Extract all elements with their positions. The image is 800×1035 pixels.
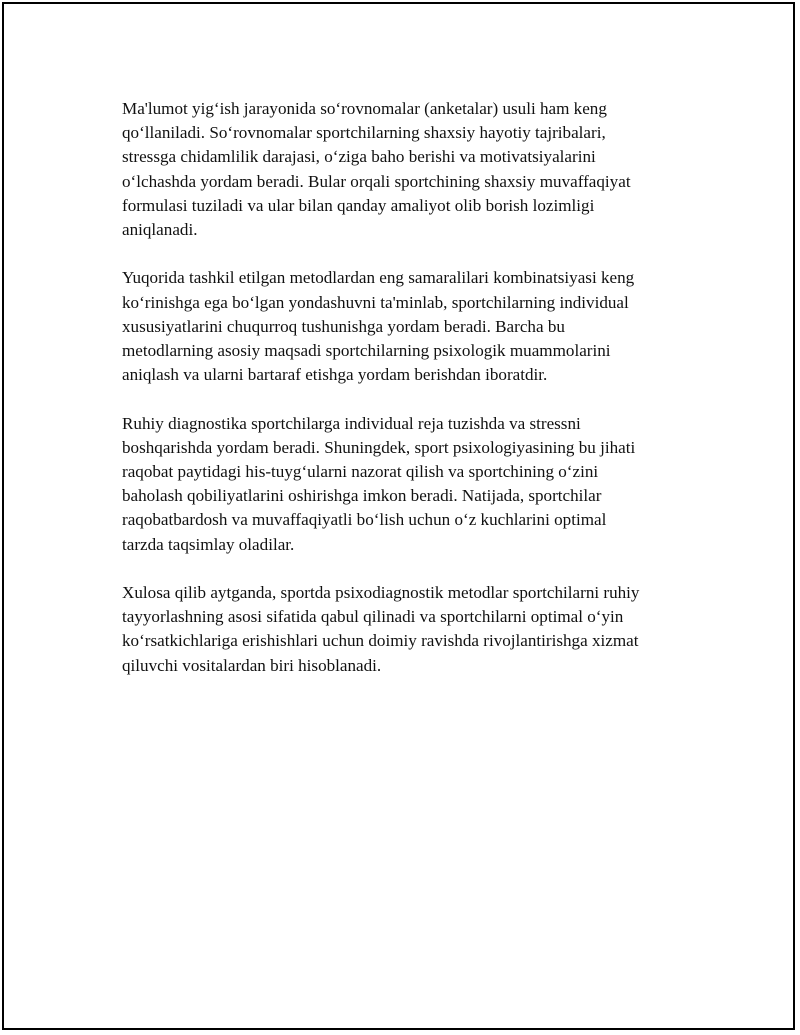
- text-line: qo‘llaniladi. So‘rovnomalar sportchilarning shaxsiy hayotiy tajribalari,: [122, 123, 606, 143]
- text-line: tarzda taqsimlay oladilar.: [122, 534, 295, 554]
- text-line: stressga chidamlilik darajasi, o‘ziga baho berishi va motivatsiyalarini: [122, 147, 596, 167]
- text-line: qiluvchi vositalardan biri hisoblanadi.: [122, 655, 382, 675]
- text-line: raqobat paytidagi his-tuyg‘ularni nazorat qilish va sportchining o‘zini: [122, 462, 599, 482]
- text-line: Ma'lumot yig‘ish jarayonida so‘rovnomalar (anketalar) usuli ham keng: [122, 99, 607, 118]
- text-line: boshqarishda yordam beradi. Shuningdek, sport psixologiyasining bu jihati: [122, 437, 636, 457]
- text-line: Yuqorida tashkil etilgan metodlardan eng samaralilari kombinatsiyasi keng: [122, 268, 635, 288]
- text-line: aniqlash va ularni bartaraf etishga yordam berishdan iboratdir.: [122, 365, 548, 385]
- text-line: raqobatbardosh va muvaffaqiyatli bo‘lish uchun o‘z kuchlarini optimal: [122, 510, 607, 530]
- text-line: baholash qobiliyatlarini oshirishga imkon beradi. Natijada, sportchilar: [122, 486, 602, 506]
- text-line: o‘lchashda yordam beradi. Bular orqali sportchining shaxsiy muvaffaqiyat: [122, 171, 631, 191]
- text-line: Xulosa qilib aytganda, sportda psixodiagnostik metodlar sportchilarni ruhiy: [122, 583, 640, 603]
- text-line: formulasi tuziladi va ular bilan qanday amaliyot olib borish lozimligi: [122, 195, 595, 215]
- page-frame: [2, 2, 795, 1030]
- text-line: xususiyatlarini chuqurroq tushunishga yordam beradi. Barcha bu: [122, 316, 565, 336]
- paragraph-survey-method: [122, 97, 694, 242]
- text-line: metodlarning asosiy maqsadi sportchilarning psixologik muammolarini: [122, 341, 611, 361]
- text-line: aniqlanadi.: [122, 220, 198, 240]
- text-line: ko‘rinishga ega bo‘lgan yondashuvni ta'minlab, sportchilarning individual: [122, 292, 629, 312]
- text-line: ko‘rsatkichlariga erishishlari uchun doimiy ravishda rivojlantirishga xizmat: [122, 631, 639, 651]
- paragraph-conclusion: [122, 581, 694, 678]
- text-line: Ruhiy diagnostika sportchilarga individual reja tuzishda va stressni: [122, 413, 581, 433]
- paragraph-method-combination: [122, 266, 694, 387]
- document-body: [122, 97, 694, 702]
- paragraph-mental-diagnostics: [122, 412, 694, 557]
- text-line: tayyorlashning asosi sifatida qabul qilinadi va sportchilarni optimal o‘yin: [122, 607, 624, 627]
